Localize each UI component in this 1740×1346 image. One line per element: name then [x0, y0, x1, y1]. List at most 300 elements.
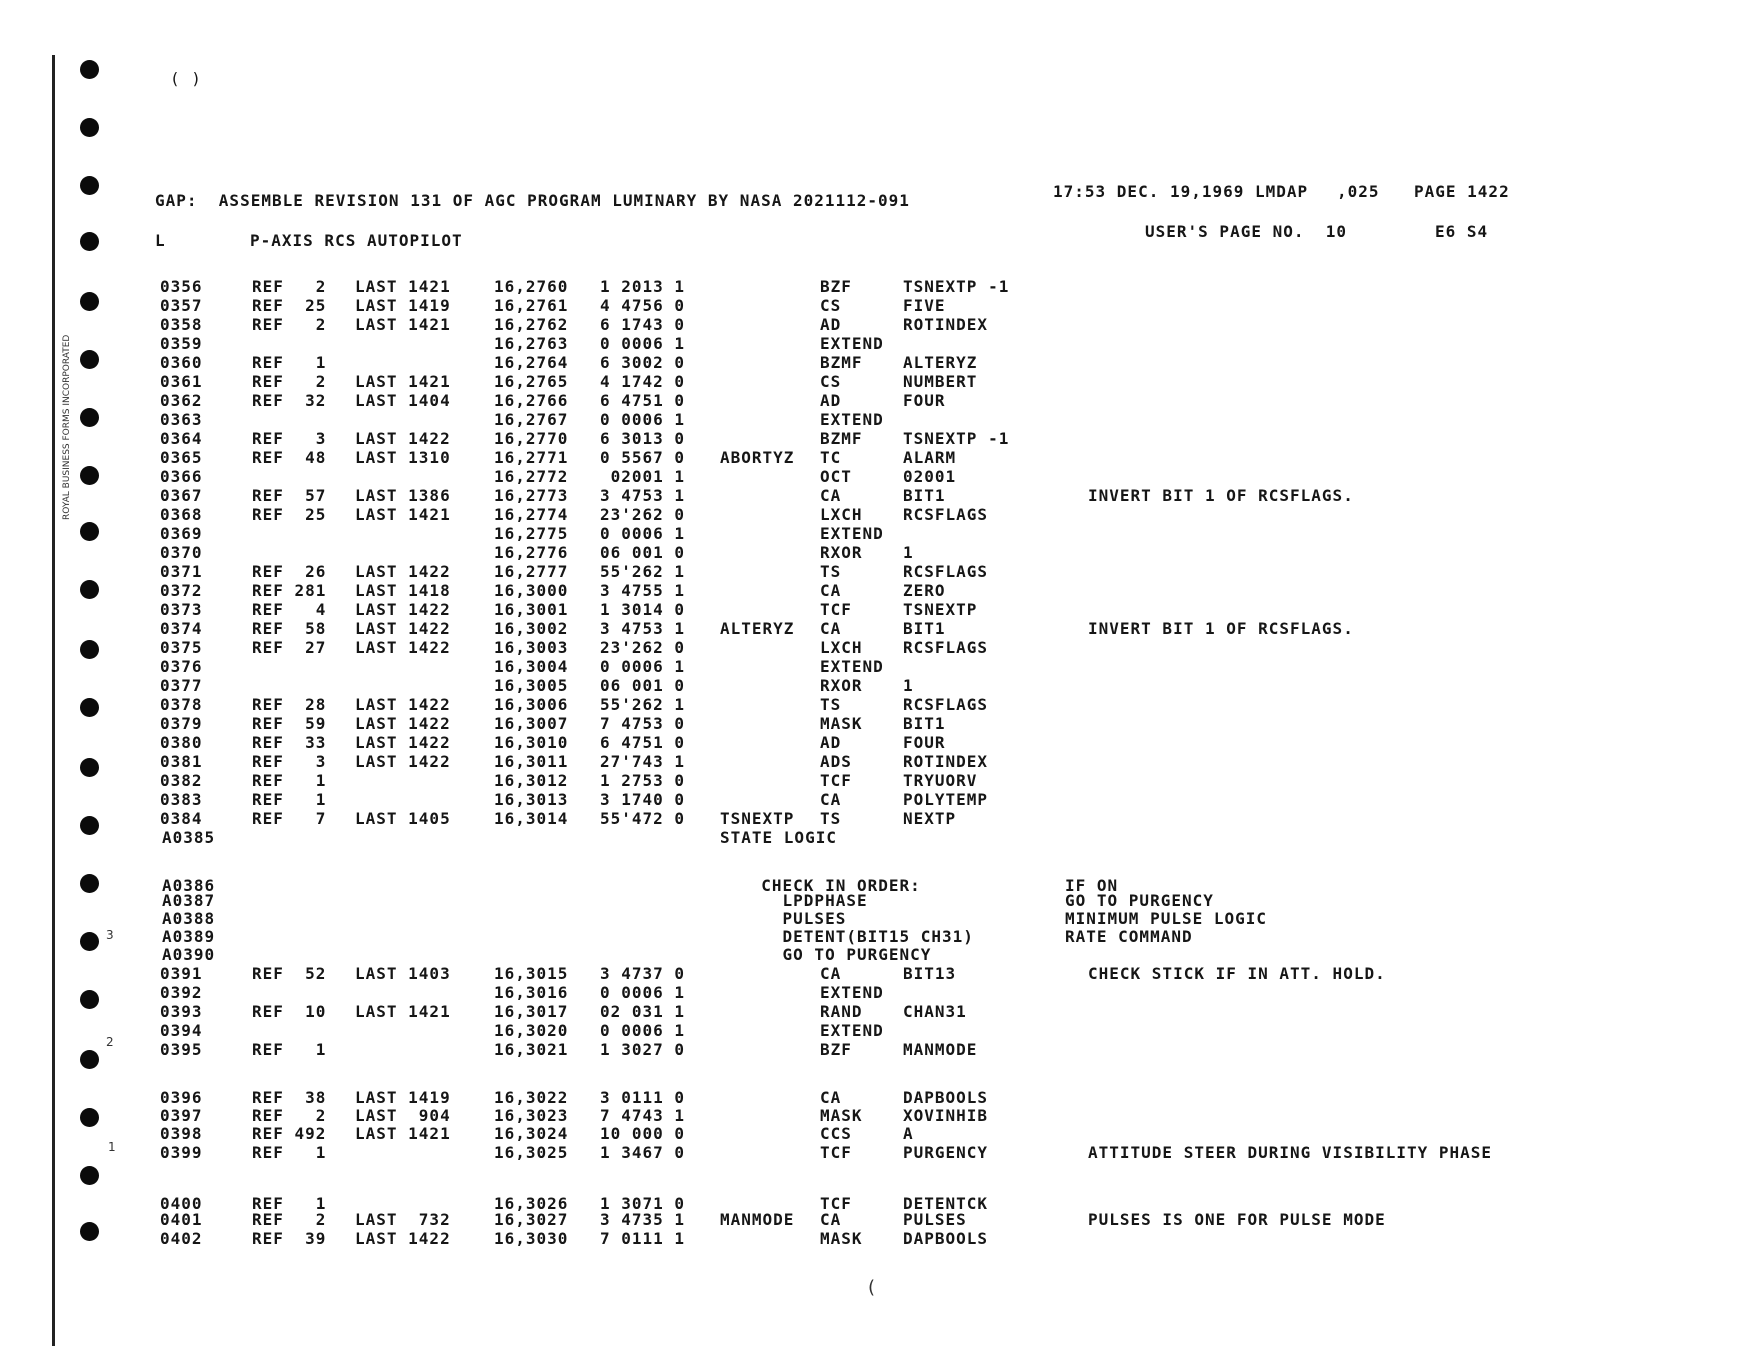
object-code: 1 3027 0 [600, 1040, 686, 1059]
memory-address: 16,2777 [494, 562, 569, 581]
operand: FIVE [903, 296, 946, 315]
ref-count: REF 2 [252, 372, 327, 391]
listing-row [0, 334, 1740, 352]
header-page-number: PAGE 1422 [1414, 182, 1510, 201]
memory-address: 16,2771 [494, 448, 569, 467]
line-number: 0395 [160, 1040, 203, 1059]
feed-hole [80, 232, 99, 251]
operand: ALARM [903, 448, 957, 467]
line-number: 0366 [160, 467, 203, 486]
listing-row [0, 1106, 1740, 1124]
opcode: AD [820, 315, 842, 334]
object-code: 02 031 1 [600, 1002, 686, 1021]
operand: FOUR [903, 733, 946, 752]
line-number: 0364 [160, 429, 203, 448]
listing-row [0, 752, 1740, 770]
object-code: 7 0111 1 [600, 1229, 686, 1248]
line-number: 0402 [160, 1229, 203, 1248]
last-reference: LAST 1422 [355, 714, 451, 733]
memory-address: 16,3003 [494, 638, 569, 657]
feed-hole [80, 176, 99, 195]
listing-row [0, 964, 1740, 982]
memory-address: 16,3023 [494, 1106, 569, 1125]
last-reference: LAST 1421 [355, 505, 451, 524]
last-reference: LAST 1421 [355, 277, 451, 296]
line-number: 0372 [160, 581, 203, 600]
opcode: LXCH [820, 638, 863, 657]
line-number: 0392 [160, 983, 203, 1002]
last-reference: LAST 1422 [355, 638, 451, 657]
line-number: 0369 [160, 524, 203, 543]
object-code: 0 0006 1 [600, 1021, 686, 1040]
source-label: LPDPHASE [740, 891, 868, 910]
memory-address: 16,3006 [494, 695, 569, 714]
comment: CHECK STICK IF IN ATT. HOLD. [1088, 964, 1386, 983]
listing-row [0, 524, 1740, 542]
object-code: 0 0006 1 [600, 524, 686, 543]
object-code: 0 0006 1 [600, 410, 686, 429]
source-label: CHECK IN ORDER: [740, 876, 921, 895]
opcode: RXOR [820, 676, 863, 695]
last-reference: LAST 1386 [355, 486, 451, 505]
ref-count: REF 281 [252, 581, 327, 600]
line-number: 0384 [160, 809, 203, 828]
opcode: TCF [820, 771, 852, 790]
operand: A [903, 1124, 914, 1143]
opcode: EXTEND [820, 983, 884, 1002]
ref-count: REF 38 [252, 1088, 327, 1107]
listing-row [0, 1040, 1740, 1058]
last-reference: LAST 1421 [355, 372, 451, 391]
object-code: 02001 1 [600, 467, 686, 486]
ref-count: REF 52 [252, 964, 327, 983]
ref-count: REF 25 [252, 296, 327, 315]
line-number: 0373 [160, 600, 203, 619]
operand: FOUR [903, 391, 946, 410]
comment: INVERT BIT 1 OF RCSFLAGS. [1088, 619, 1354, 638]
line-number: 0381 [160, 752, 203, 771]
operand: ROTINDEX [903, 752, 989, 771]
last-reference: LAST 1419 [355, 296, 451, 315]
object-code: 1 3071 0 [600, 1194, 686, 1213]
memory-address: 16,3015 [494, 964, 569, 983]
listing-row [0, 467, 1740, 485]
comment: RATE COMMAND [1065, 927, 1193, 946]
operand: BIT1 [903, 619, 946, 638]
listing-row [0, 1229, 1740, 1247]
listing-row [0, 296, 1740, 314]
line-number: 0379 [160, 714, 203, 733]
source-label: DETENT(BIT15 CH31) [740, 927, 974, 946]
memory-address: 16,3001 [494, 600, 569, 619]
header-log-section: LMDAP [1255, 182, 1309, 201]
opcode: EXTEND [820, 334, 884, 353]
operand: NEXTP [903, 809, 957, 828]
memory-address: 16,2763 [494, 334, 569, 353]
header-line: GAP: ASSEMBLE REVISION 131 OF AGC PROGRAM LUMINARY BY NASA 2021112-091 [155, 191, 910, 210]
line-number: 0393 [160, 1002, 203, 1021]
opcode: TS [820, 562, 842, 581]
listing-row [0, 771, 1740, 789]
memory-address: 16,2762 [494, 315, 569, 334]
line-number: 0359 [160, 334, 203, 353]
object-code: 0 0006 1 [600, 983, 686, 1002]
comment: PULSES IS ONE FOR PULSE MODE [1088, 1210, 1386, 1229]
opcode: AD [820, 391, 842, 410]
last-reference: LAST 1422 [355, 695, 451, 714]
listing-row [0, 695, 1740, 713]
ref-count: REF 3 [252, 429, 327, 448]
object-code: 3 4753 1 [600, 619, 686, 638]
last-reference: LAST 1422 [355, 429, 451, 448]
listing-row [0, 391, 1740, 409]
ref-count: REF 10 [252, 1002, 327, 1021]
listing-row [0, 676, 1740, 694]
operand: BIT1 [903, 714, 946, 733]
operand: TSNEXTP [903, 600, 978, 619]
object-code: 3 0111 0 [600, 1088, 686, 1107]
ref-count: REF 27 [252, 638, 327, 657]
comment: INVERT BIT 1 OF RCSFLAGS. [1088, 486, 1354, 505]
last-reference: LAST 1422 [355, 752, 451, 771]
opcode: TS [820, 809, 842, 828]
memory-address: 16,2776 [494, 543, 569, 562]
line-number: A0387 [162, 891, 216, 910]
object-code: 6 1743 0 [600, 315, 686, 334]
listing-row [0, 277, 1740, 295]
ref-count: REF 1 [252, 1194, 327, 1213]
operand: RCSFLAGS [903, 695, 989, 714]
memory-address: 16,2775 [494, 524, 569, 543]
object-code: 3 4737 0 [600, 964, 686, 983]
ref-count: REF 33 [252, 733, 327, 752]
operand: ZERO [903, 581, 946, 600]
operand: 1 [903, 676, 914, 695]
listing-row [0, 828, 1740, 846]
object-code: 55'262 1 [600, 695, 686, 714]
operand: TRYUORV [903, 771, 978, 790]
comment: GO TO PURGENCY [1065, 891, 1214, 910]
opcode: MASK [820, 1106, 863, 1125]
operand: POLYTEMP [903, 790, 989, 809]
operand: DAPBOOLS [903, 1088, 989, 1107]
opcode: EXTEND [820, 1021, 884, 1040]
memory-address: 16,2767 [494, 410, 569, 429]
object-code: 1 3467 0 [600, 1143, 686, 1162]
source-label: GO TO PURGENCY [740, 945, 932, 964]
memory-address: 16,3002 [494, 619, 569, 638]
line-number: 0382 [160, 771, 203, 790]
opcode: RAND [820, 1002, 863, 1021]
ref-count: REF 25 [252, 505, 327, 524]
line-number: 0394 [160, 1021, 203, 1040]
operand: RCSFLAGS [903, 562, 989, 581]
operand: ROTINDEX [903, 315, 989, 334]
memory-address: 16,3030 [494, 1229, 569, 1248]
object-code: 7 4753 0 [600, 714, 686, 733]
listing-row [0, 1021, 1740, 1039]
ref-count: REF 1 [252, 790, 327, 809]
header-flag: L [155, 231, 166, 250]
listing-row [0, 714, 1740, 732]
memory-address: 16,3025 [494, 1143, 569, 1162]
comment: ATTITUDE STEER DURING VISIBILITY PHASE [1088, 1143, 1493, 1162]
ref-count: REF 58 [252, 619, 327, 638]
feed-hole [80, 60, 99, 79]
ref-count: REF 26 [252, 562, 327, 581]
last-reference: LAST 1405 [355, 809, 451, 828]
object-code: 27'743 1 [600, 752, 686, 771]
object-code: 06 001 0 [600, 676, 686, 695]
line-number: 0396 [160, 1088, 203, 1107]
opcode: CA [820, 486, 842, 505]
last-reference: LAST 1404 [355, 391, 451, 410]
line-number: 0380 [160, 733, 203, 752]
line-number: 0398 [160, 1124, 203, 1143]
opcode: CCS [820, 1124, 852, 1143]
listing-row [0, 372, 1740, 390]
memory-address: 16,3022 [494, 1088, 569, 1107]
opcode: EXTEND [820, 657, 884, 676]
line-number: A0385 [162, 828, 216, 847]
memory-address: 16,3024 [494, 1124, 569, 1143]
operand: PURGENCY [903, 1143, 989, 1162]
ref-count: REF 48 [252, 448, 327, 467]
ref-count: REF 39 [252, 1229, 327, 1248]
side-printer-text: ROYAL BUSINESS FORMS INCORPORATED [62, 334, 72, 520]
source-label: PULSES [740, 909, 847, 928]
listing-row [0, 983, 1740, 1001]
operand: RCSFLAGS [903, 638, 989, 657]
line-number: 0357 [160, 296, 203, 315]
memory-address: 16,3027 [494, 1210, 569, 1229]
listing-row [0, 1124, 1740, 1142]
line-number: 0370 [160, 543, 203, 562]
opcode: TCF [820, 600, 852, 619]
page-mark: ( ) [170, 69, 202, 88]
line-number: 0378 [160, 695, 203, 714]
ref-count: REF 2 [252, 1106, 327, 1125]
last-reference: LAST 904 [355, 1106, 451, 1125]
object-code: 1 2013 1 [600, 277, 686, 296]
line-number: 0374 [160, 619, 203, 638]
last-reference: LAST 732 [355, 1210, 451, 1229]
opcode: CA [820, 619, 842, 638]
listing-row [0, 790, 1740, 808]
opcode: MASK [820, 1229, 863, 1248]
opcode: LXCH [820, 505, 863, 524]
memory-address: 16,3016 [494, 983, 569, 1002]
listing-row [0, 1210, 1740, 1228]
memory-address: 16,3004 [494, 657, 569, 676]
memory-address: 16,3014 [494, 809, 569, 828]
memory-address: 16,2774 [494, 505, 569, 524]
opcode: TCF [820, 1143, 852, 1162]
operand: DAPBOOLS [903, 1229, 989, 1248]
memory-address: 16,2772 [494, 467, 569, 486]
last-reference: LAST 1421 [355, 315, 451, 334]
ref-count: REF 2 [252, 315, 327, 334]
feed-hole [80, 1166, 99, 1185]
code-e6: E6 S4 [1435, 222, 1489, 241]
line-number: 0361 [160, 372, 203, 391]
operand: BIT1 [903, 486, 946, 505]
memory-address: 16,3005 [494, 676, 569, 695]
object-code: 1 2753 0 [600, 771, 686, 790]
ref-count: REF 7 [252, 809, 327, 828]
line-number: 0358 [160, 315, 203, 334]
side-mark-1: 1 [108, 1140, 116, 1154]
line-number: A0390 [162, 945, 216, 964]
listing-row [0, 1088, 1740, 1106]
object-code: 6 4751 0 [600, 733, 686, 752]
object-code: 6 4751 0 [600, 391, 686, 410]
last-reference: LAST 1418 [355, 581, 451, 600]
line-number: 0377 [160, 676, 203, 695]
listing-row [0, 505, 1740, 523]
line-number: 0401 [160, 1210, 203, 1229]
ref-count: REF 1 [252, 771, 327, 790]
source-label: MANMODE [720, 1210, 795, 1229]
object-code: 4 1742 0 [600, 372, 686, 391]
listing-row [0, 945, 1740, 963]
memory-address: 16,3021 [494, 1040, 569, 1059]
object-code: 4 4756 0 [600, 296, 686, 315]
opcode: CS [820, 372, 842, 391]
ref-count: REF 1 [252, 353, 327, 372]
last-reference: LAST 1422 [355, 619, 451, 638]
object-code: 3 4753 1 [600, 486, 686, 505]
opcode: CS [820, 296, 842, 315]
object-code: 0 0006 1 [600, 334, 686, 353]
listing-row [0, 619, 1740, 637]
memory-address: 16,2761 [494, 296, 569, 315]
object-code: 0 5567 0 [600, 448, 686, 467]
last-reference: LAST 1421 [355, 1002, 451, 1021]
line-number: 0368 [160, 505, 203, 524]
operand: XOVINHIB [903, 1106, 989, 1125]
listing-row [0, 448, 1740, 466]
opcode: OCT [820, 467, 852, 486]
operand: NUMBERT [903, 372, 978, 391]
opcode: TC [820, 448, 842, 467]
listing-row [0, 733, 1740, 751]
object-code: 06 001 0 [600, 543, 686, 562]
operand: PULSES [903, 1210, 967, 1229]
ref-count: REF 3 [252, 752, 327, 771]
ref-count: REF 492 [252, 1124, 327, 1143]
ref-count: REF 1 [252, 1040, 327, 1059]
opcode: TS [820, 695, 842, 714]
opcode: BZMF [820, 353, 863, 372]
object-code: 3 4735 1 [600, 1210, 686, 1229]
line-number: 0391 [160, 964, 203, 983]
memory-address: 16,3017 [494, 1002, 569, 1021]
listing-row [0, 410, 1740, 428]
memory-address: 16,3007 [494, 714, 569, 733]
source-label: ALTERYZ [720, 619, 795, 638]
line-number: 0362 [160, 391, 203, 410]
object-code: 6 3002 0 [600, 353, 686, 372]
memory-address: 16,2773 [494, 486, 569, 505]
opcode: RXOR [820, 543, 863, 562]
operand: RCSFLAGS [903, 505, 989, 524]
operand: 02001 [903, 467, 957, 486]
opcode: TCF [820, 1194, 852, 1213]
opcode: BZF [820, 277, 852, 296]
users-page-number: USER'S PAGE NO. 10 [1145, 222, 1348, 241]
line-number: 0375 [160, 638, 203, 657]
memory-address: 16,2765 [494, 372, 569, 391]
operand: 1 [903, 543, 914, 562]
memory-address: 16,3012 [494, 771, 569, 790]
listing-row [0, 353, 1740, 371]
listing-row [0, 891, 1740, 909]
memory-address: 16,3000 [494, 581, 569, 600]
listing-row [0, 1002, 1740, 1020]
line-number: 0400 [160, 1194, 203, 1213]
last-reference: LAST 1421 [355, 1124, 451, 1143]
listing-row [0, 562, 1740, 580]
last-reference: LAST 1422 [355, 733, 451, 752]
object-code: 0 0006 1 [600, 657, 686, 676]
memory-address: 16,3026 [494, 1194, 569, 1213]
memory-address: 16,2770 [494, 429, 569, 448]
operand: CHAN31 [903, 1002, 967, 1021]
ref-count: REF 4 [252, 600, 327, 619]
opcode: MASK [820, 714, 863, 733]
operand: BIT13 [903, 964, 957, 983]
listing-row [0, 927, 1740, 945]
opcode: CA [820, 964, 842, 983]
listing-row [0, 486, 1740, 504]
header-timestamp: 17:53 DEC. 19,1969 [1053, 182, 1245, 201]
last-reference: LAST 1310 [355, 448, 451, 467]
line-number: 0399 [160, 1143, 203, 1162]
feed-hole [80, 118, 99, 137]
listing-row [0, 657, 1740, 675]
object-code: 6 3013 0 [600, 429, 686, 448]
object-code: 55'472 0 [600, 809, 686, 828]
line-number: A0386 [162, 876, 216, 895]
opcode: AD [820, 733, 842, 752]
object-code: 3 4755 1 [600, 581, 686, 600]
object-code: 23'262 0 [600, 505, 686, 524]
object-code: 23'262 0 [600, 638, 686, 657]
opcode: EXTEND [820, 524, 884, 543]
section-title: P-AXIS RCS AUTOPILOT [250, 231, 463, 250]
opcode: CA [820, 1088, 842, 1107]
memory-address: 16,2764 [494, 353, 569, 372]
object-code: 3 1740 0 [600, 790, 686, 809]
line-number: 0363 [160, 410, 203, 429]
comment: IF ON [1065, 876, 1119, 895]
operand: ALTERYZ [903, 353, 978, 372]
ref-count: REF 32 [252, 391, 327, 410]
last-reference: LAST 1422 [355, 1229, 451, 1248]
source-label: ABORTYZ [720, 448, 795, 467]
object-code: 10 000 0 [600, 1124, 686, 1143]
ref-count: REF 2 [252, 1210, 327, 1229]
ref-count: REF 57 [252, 486, 327, 505]
line-number: 0383 [160, 790, 203, 809]
listing-row [0, 315, 1740, 333]
memory-address: 16,2760 [494, 277, 569, 296]
operand: TSNEXTP -1 [903, 429, 1010, 448]
side-mark-2: 2 [106, 1035, 114, 1049]
source-label: STATE LOGIC [720, 828, 837, 847]
ref-count: REF 28 [252, 695, 327, 714]
